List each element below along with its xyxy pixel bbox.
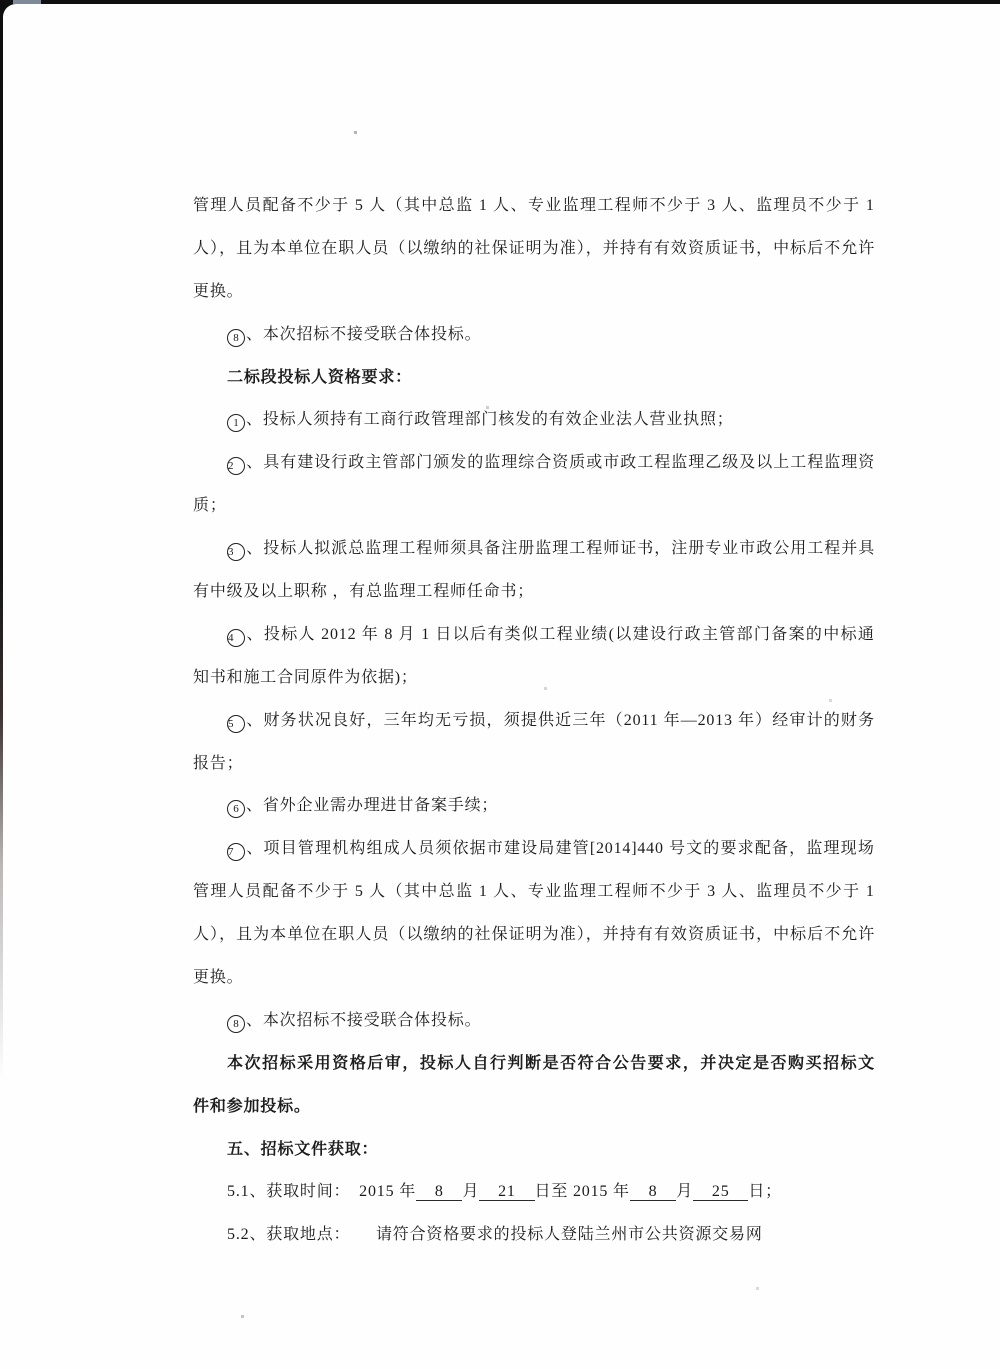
text-line: 更换。 (193, 282, 244, 300)
text-line: 8 、本次招标不接受联合体投标。 (193, 314, 875, 357)
underlined-value: 25 (693, 1183, 748, 1201)
text-line: 5.1、获取时间： 2015 年 8 月 21 日至 2015 年 8 月 25 日； (227, 1183, 782, 1201)
circled-number: 8 (227, 1015, 245, 1033)
underlined-value: 8 (416, 1183, 462, 1201)
text-line: 有中级及以上职称 ，有总监理工程师任命书； (193, 583, 535, 601)
text-line: 4 、投标人 2012 年 8 月 1 日以后有类似工程业绩(以建设行政主管部门备案的中标通 (193, 614, 875, 657)
circled-number: 6 (227, 800, 245, 818)
text-line: 二标段投标人资格要求： (227, 368, 412, 386)
text-line: 报告； (193, 754, 244, 772)
scan-edge-top (0, 0, 1000, 4)
underlined-value: 8 (630, 1183, 676, 1201)
text-line: 知书和施工合同原件为依据)； (193, 668, 418, 686)
circled-number: 3 (227, 543, 245, 561)
paper-rounded-corner (3, 4, 63, 64)
document-body (193, 185, 875, 1257)
text-line: 1 、投标人须持有工商行政管理部门核发的有效企业法人营业执照； (193, 399, 875, 442)
text-line: 质； (193, 497, 227, 515)
circled-number: 4 (227, 629, 245, 647)
text-line: 人），且为本单位在职人员（以缴纳的社保证明为准），并持有有效资质证书，中标后不允许 (193, 926, 876, 944)
text-line: 管理人员配备不少于 5 人（其中总监 1 人、专业监理工程师不少于 3 人、监理员不少于 1 (193, 197, 875, 214)
text-line: 3 、投标人拟派总监理工程师须具备注册监理工程师证书，注册专业市政公用工程并具 (193, 528, 875, 571)
text-line: 7 、项目管理机构组成人员须依据市建设局建管[2014]440 号文的要求配备，监理现场 (193, 828, 875, 871)
text-line: 管理人员配备不少于 5 人（其中总监 1 人、专业监理工程师不少于 3 人、监理员不少于 1 (193, 883, 875, 901)
circled-number: 5 (227, 715, 245, 733)
text-line: 件和参加投标。 (193, 1097, 311, 1115)
text-line: 5 、财务状况良好，三年均无亏损，须提供近三年（2011 年—2013 年）经审计的财务 (193, 700, 875, 743)
text-line: 五、招标文件获取： (227, 1140, 379, 1158)
scan-edge-left (0, 0, 3, 1080)
underlined-value: 21 (479, 1183, 534, 1201)
text-line: 8 、本次招标不接受联合体投标。 (193, 1000, 875, 1043)
text-line: 人），且为本单位在职人员（以缴纳的社保证明为准），并持有有效资质证书，中标后不允许 (193, 239, 876, 257)
circled-number: 2 (227, 457, 245, 475)
circled-number: 1 (227, 414, 245, 432)
circled-number: 7 (227, 843, 245, 861)
text-line: 6 、省外企业需办理进甘备案手续； (193, 785, 875, 828)
text-line: 本次招标采用资格后审，投标人自行判断是否符合公告要求，并决定是否购买招标文 (227, 1054, 875, 1072)
text-line: 更换。 (193, 969, 244, 987)
scan-edge-top-tint (13, 0, 41, 4)
text-line: 2 、具有建设行政主管部门颁发的监理综合资质或市政工程监理乙级及以上工程监理资 (193, 442, 875, 485)
circled-number: 8 (227, 329, 245, 347)
text-line: 5.2、获取地点： 请符合资格要求的投标人登陆兰州市公共资源交易网 (227, 1226, 763, 1244)
